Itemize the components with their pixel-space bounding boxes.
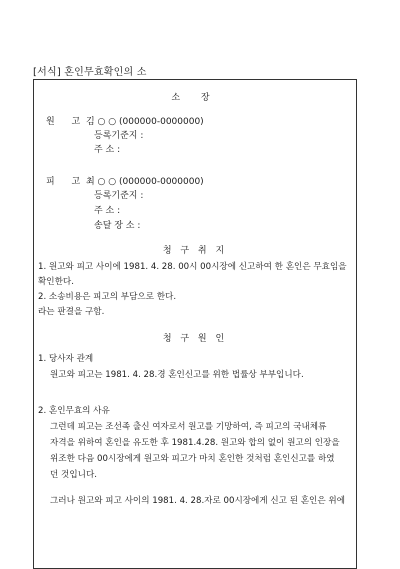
form-heading: [서식] 혼인무효확인의 소 [33, 67, 147, 78]
claim-line: 2. 소송비용은 피고의 부담으로 한다. [38, 292, 177, 302]
plaintiff-label: 원 고 [46, 117, 88, 127]
claim-line: 라는 판결을 구함. [38, 307, 105, 317]
section-2-continuation: 그러나 원고와 피고 사이의 1981. 4. 28.자로 00시장에게 신고 된 혼인은 위에 [50, 496, 345, 506]
section-2-line: 그런데 피고는 조선족 출신 여자로서 원고를 기망하여, 즉 피고의 국내체류 [50, 422, 327, 432]
section-2-title: 2. 혼인무효의 사유 [38, 406, 110, 416]
section-2-line: 자격을 위하여 혼인을 유도한 후 1981.4.28. 원고와 합의 없이 원고의 인장을 [50, 438, 340, 448]
complaint-document [33, 79, 357, 569]
section-2-line: 위조한 다음 00시장에게 원고와 피고가 마치 혼인한 것처럼 혼인신고를 하였 [50, 454, 335, 464]
defendant-address-label: 주 소 : [94, 206, 121, 216]
claim-purpose-title: 청 구 취 지 [162, 246, 228, 256]
section-1-body: 원고와 피고는 1981. 4. 28.경 혼인신고를 위한 법률상 부부입니다. [50, 370, 304, 380]
claim-line: 1. 원고와 피고 사이에 1981. 4. 28. 00시 00시장에 신고하여 한 혼인은 무효임을 [38, 262, 347, 272]
document-title: 소 장 [171, 93, 219, 103]
plaintiff-address-label: 주 소 : [94, 145, 121, 155]
defendant-service-address-label: 송달 장 소 : [94, 221, 141, 231]
defendant-name: 최 ○ ○ (000000-0000000) [86, 177, 204, 187]
section-2-line: 던 것입니다. [50, 470, 97, 480]
defendant-registration-label: 등록기준지 : [94, 191, 144, 201]
claim-line: 확인한다. [38, 277, 74, 287]
plaintiff-registration-label: 등록기준지 : [94, 131, 144, 141]
claim-cause-title: 청 구 원 인 [162, 334, 228, 344]
section-1-title: 1. 당사자 관계 [38, 354, 94, 364]
defendant-label: 피 고 [46, 177, 88, 187]
plaintiff-name: 김 ○ ○ (000000-0000000) [86, 117, 204, 127]
